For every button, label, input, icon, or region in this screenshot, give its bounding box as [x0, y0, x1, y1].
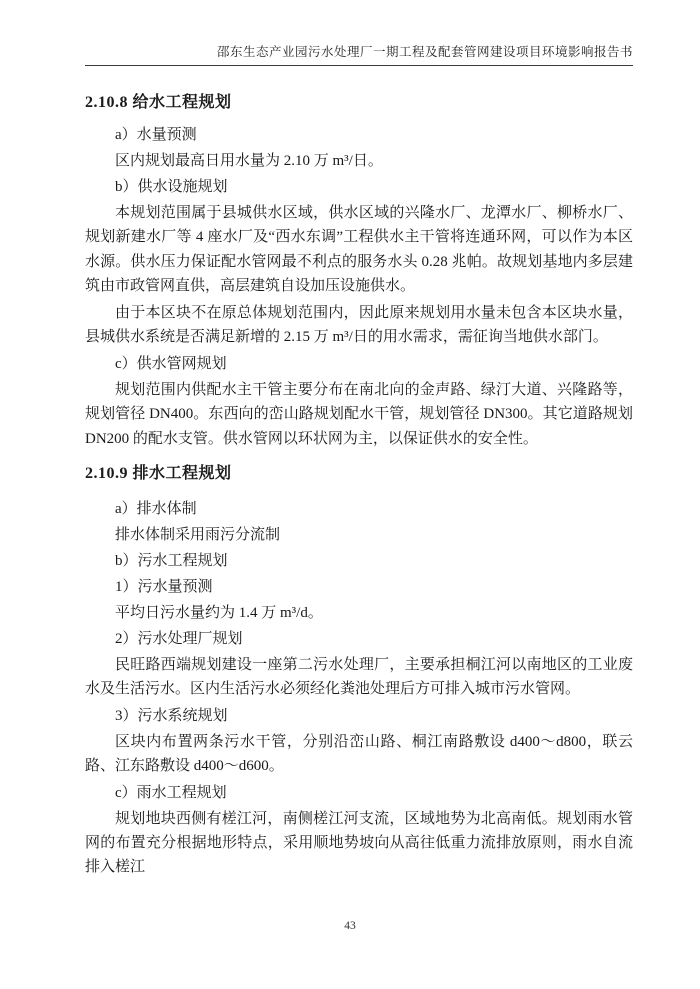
list-item: a）排水体制 — [115, 501, 197, 518]
section-heading: 2.10.8 给水工程规划 — [85, 94, 232, 111]
paragraph: 区块内布置两条污水干管，分别沿峦山路、桐江南路敷设 d400～d800，联云路、江东路敷设 d400～d600。 — [85, 733, 633, 775]
list-item: b）污水工程规划 — [115, 553, 228, 570]
paragraph: 民旺路西端规划建设一座第二污水处理厂，主要承担桐江河以南地区的工业废水及生活污水。区内生活污水必须经化粪池处理后方可排入城市污水管网。 — [85, 656, 633, 698]
list-item: a）水量预测 — [115, 127, 197, 143]
paragraph: 由于本区块不在原总体规划范围内，因此原来规划用水量未包含本区块水量，县城供水系统是否满足新增的 2.15 万 m³/日的用水需求，需征询当地供水部门。 — [85, 305, 633, 346]
paragraph: 规划地块西侧有槎江河，南侧槎江河支流，区域地势为北高南低。规划雨水管网的布置充分根据地形特点，采用顺地势坡向从高往低重力流排放原则，雨水自流排入槎江 — [85, 810, 633, 876]
paragraph: 平均日污水量约为 1.4 万 m³/d。 — [115, 604, 323, 621]
paragraph: 规划范围内供配水主干管主要分布在南北向的金声路、绿汀大道、兴隆路等，规划管径 DN400。东西向的峦山路规划配水干管，规划管径 DN300。其它道路规划 DN200 的配水支管。供水管网以环状网为主，以保证供水的安全性。 — [85, 381, 633, 447]
list-item: c）雨水工程规划 — [115, 784, 227, 801]
section-heading: 2.10.9 排水工程规划 — [85, 465, 232, 483]
list-item: 1）污水量预测 — [115, 579, 213, 595]
paragraph: 本规划范围属于县城供水区域，供水区域的兴隆水厂、龙潭水厂、柳桥水厂、规划新建水厂等 4 座水厂及“西水东调”工程供水主干管将连通环网，可以作为本区水源。供水压力保证配水管网最不利点的服务水头 0.28 兆帕。故规划基地内多层建筑由市政管网直供，高层建筑自设加压设施供水。 — [85, 204, 633, 295]
list-item: b）供水设施规划 — [115, 179, 228, 196]
document-body — [85, 94, 633, 882]
list-item: c）供水管网规划 — [115, 356, 227, 373]
paragraph: 区内规划最高日用水量为 2.10 万 m³/日。 — [115, 152, 383, 169]
page-number: 43 — [344, 920, 356, 932]
list-item: 2）污水处理厂规划 — [115, 631, 243, 648]
paragraph: 排水体制采用雨污分流制 — [115, 526, 281, 543]
page-header-title: 邵东生态产业园污水处理厂一期工程及配套管网建设项目环境影响报告书 — [85, 44, 633, 66]
list-item: 3）污水系统规划 — [115, 708, 228, 725]
